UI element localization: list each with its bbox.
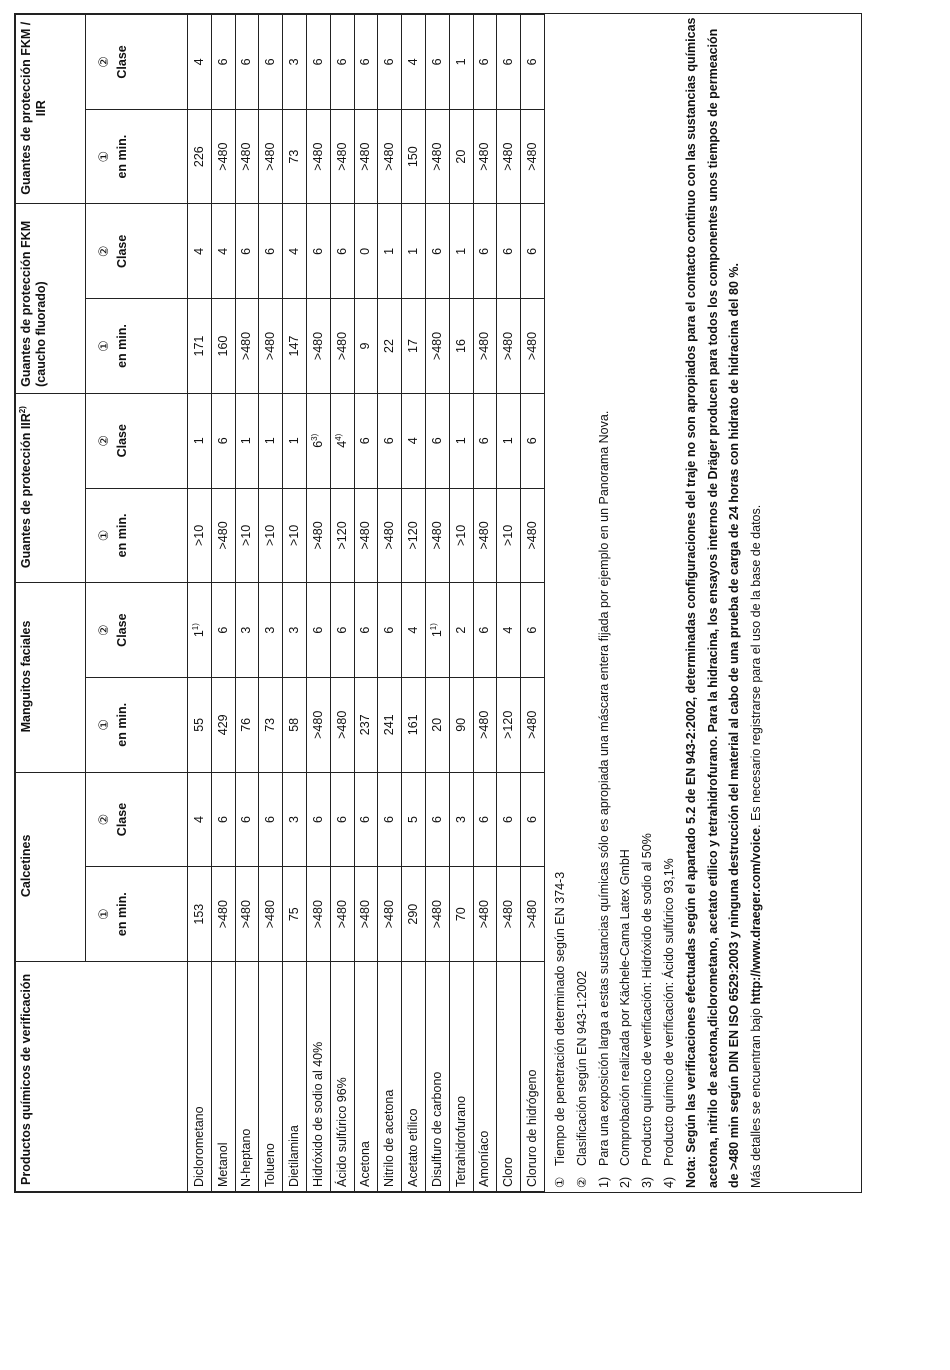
footnotes bbox=[550, 16, 768, 1188]
table-cell: >120 bbox=[402, 488, 426, 583]
subheader-min bbox=[86, 299, 188, 394]
footnote-item: 3)Producto químico de verificación: Hidróxido de sodio al 50% bbox=[640, 833, 655, 1188]
table-cell: 4 bbox=[283, 204, 307, 299]
table-cell: 17 bbox=[402, 299, 426, 394]
subheader-label: Clase bbox=[115, 45, 129, 79]
header-products: Productos químicos de verificación bbox=[16, 962, 188, 1192]
table-cell: 6 bbox=[473, 583, 497, 678]
table-cell: 4 bbox=[402, 393, 426, 488]
table-cell: 9 bbox=[354, 299, 378, 394]
rotated-document-page bbox=[14, 13, 862, 1193]
table-cell: 6 bbox=[330, 772, 354, 867]
circled-two-symbol: ② bbox=[96, 56, 111, 68]
table-cell: 3 bbox=[235, 583, 259, 678]
chemical-name: Hidróxido de sodio al 40% bbox=[306, 962, 330, 1192]
table-cell: >480 bbox=[235, 299, 259, 394]
chemical-name: Nitrilo de acetona bbox=[378, 962, 402, 1192]
table-cell: >480 bbox=[354, 109, 378, 204]
table-cell: >480 bbox=[473, 677, 497, 772]
table-cell: 4 bbox=[188, 772, 212, 867]
nota-paragraph: Nota: Según las verificaciones efectuadas según el apartado 5.2 de EN 943-2:2002, determinadas configuraciones del traje no son apropiados para el contacto continuo con las sustancias químicas acetona, nitrilo de acetona,diclorometano, acetato etílico y tetrahidrofurano. Para la hidracina, los ensayos internos de Dräger producen para todos los componentes unos tiempos de permeación de >480 min según DIN EN ISO 6529:2003 y ninguna destrucción del material al cabo de una prueba de carga de 24 horas con hidrato de hidracina del 80 %. bbox=[683, 17, 742, 1188]
table-cell: 6 bbox=[378, 15, 402, 110]
table-cell: >480 bbox=[330, 109, 354, 204]
circled-two-symbol: ② bbox=[96, 813, 111, 826]
subheader-min bbox=[86, 109, 188, 204]
table-row bbox=[330, 15, 354, 1192]
table-cell: 55 bbox=[188, 677, 212, 772]
table-row bbox=[188, 15, 212, 1192]
table-cell: >10 bbox=[449, 488, 473, 583]
table-cell: 6 bbox=[211, 15, 235, 110]
chemical-name: Ácido sulfúrico 96% bbox=[330, 962, 354, 1192]
subheader-cls bbox=[86, 393, 188, 488]
table-cell: 6 bbox=[354, 583, 378, 678]
chemical-name: Tetrahidrofurano bbox=[449, 962, 473, 1192]
footnote-item: ②Clasificación según EN 943-1:2002 bbox=[574, 970, 589, 1188]
table-cell: >480 bbox=[354, 488, 378, 583]
table-cell: 6 bbox=[521, 583, 545, 678]
circled-one-symbol: ① bbox=[96, 340, 111, 352]
circled-one-symbol: ① bbox=[96, 908, 111, 921]
table-cell: >480 bbox=[473, 299, 497, 394]
details-line: Más detalles se encuentran bajo http://www.draeger.com/voice. Es necesario registrarse para el uso de la base de datos. bbox=[749, 504, 764, 1188]
table-cell: >480 bbox=[425, 299, 449, 394]
table-cell: >480 bbox=[306, 867, 330, 962]
table-cell: 70 bbox=[449, 867, 473, 962]
table-cell: 1 bbox=[497, 393, 521, 488]
table-row bbox=[449, 15, 473, 1192]
table-cell: 58 bbox=[283, 677, 307, 772]
table-cell: >10 bbox=[259, 488, 283, 583]
table-cell: 3 bbox=[259, 583, 283, 678]
table-cell: 160 bbox=[211, 299, 235, 394]
table-cell: 6 bbox=[259, 15, 283, 110]
table-cell: >480 bbox=[306, 109, 330, 204]
table-cell: 6 bbox=[473, 772, 497, 867]
chemical-name: Disulfuro de carbono bbox=[425, 962, 449, 1192]
chemical-name: Metanol bbox=[211, 962, 235, 1192]
subheader-label: en min. bbox=[115, 134, 129, 179]
table-cell: 20 bbox=[425, 677, 449, 772]
table-cell: 6 bbox=[378, 772, 402, 867]
table-cell: 6 bbox=[259, 204, 283, 299]
table-cell: 6 bbox=[354, 393, 378, 488]
table-cell: >480 bbox=[306, 488, 330, 583]
table-cell: 6 bbox=[306, 204, 330, 299]
header-manguitos: Manguitos faciales bbox=[16, 583, 86, 772]
chemical-name: Acetato etílico bbox=[402, 962, 426, 1192]
table-cell: 3 bbox=[283, 15, 307, 110]
table-cell: 22 bbox=[378, 299, 402, 394]
table-cell: >480 bbox=[425, 109, 449, 204]
table-cell: >480 bbox=[211, 109, 235, 204]
footnote-ref: 4) bbox=[333, 433, 343, 441]
table-cell: >480 bbox=[235, 867, 259, 962]
table-cell: 16 bbox=[449, 299, 473, 394]
table-row bbox=[354, 15, 378, 1192]
table-cell: >480 bbox=[306, 677, 330, 772]
table-cell: 6 bbox=[425, 772, 449, 867]
table-cell: 1 bbox=[259, 393, 283, 488]
table-cell: 6 bbox=[521, 15, 545, 110]
table-cell: >480 bbox=[425, 867, 449, 962]
table-cell: 6 bbox=[497, 15, 521, 110]
chemical-name: Cloro bbox=[497, 962, 521, 1192]
table-cell: 6 bbox=[259, 772, 283, 867]
table-cell: >480 bbox=[330, 867, 354, 962]
table-cell: 5 bbox=[402, 772, 426, 867]
table-cell: >480 bbox=[235, 109, 259, 204]
table-cell: 6 bbox=[473, 15, 497, 110]
footnote-ref: 1) bbox=[190, 623, 200, 631]
chemical-name: Tolueno bbox=[259, 962, 283, 1192]
table-cell: >480 bbox=[259, 109, 283, 204]
table-cell: 1 bbox=[188, 393, 212, 488]
table-cell: 1 bbox=[235, 393, 259, 488]
table-cell: 147 bbox=[283, 299, 307, 394]
table-cell: >480 bbox=[211, 867, 235, 962]
header-guantes-fkm: Guantes de protección FKM (caucho fluorado) bbox=[16, 204, 86, 393]
table-cell: 6$^{3)}$ bbox=[306, 393, 330, 488]
table-cell: 6 bbox=[378, 583, 402, 678]
table-cell: 1 bbox=[283, 393, 307, 488]
chemical-name: N-heptano bbox=[235, 962, 259, 1192]
chemical-name: Acetona bbox=[354, 962, 378, 1192]
table-cell: 4 bbox=[497, 583, 521, 678]
table-cell: 73 bbox=[283, 109, 307, 204]
table-cell: 0 bbox=[354, 204, 378, 299]
table-cell: 1$^{1)}$ bbox=[425, 583, 449, 678]
table-cell: 150 bbox=[402, 109, 426, 204]
subheader-label: Clase bbox=[115, 424, 129, 458]
table-row bbox=[259, 15, 283, 1192]
table-cell: 6 bbox=[354, 15, 378, 110]
table-cell: 1$^{1)}$ bbox=[188, 583, 212, 678]
subheader-label: en min. bbox=[115, 702, 129, 747]
table-cell: >480 bbox=[354, 867, 378, 962]
table-cell: 1 bbox=[402, 204, 426, 299]
subheader-label: Clase bbox=[115, 234, 129, 269]
footnote-item: ①Tiempo de penetración determinado según EN 374-3 bbox=[553, 871, 567, 1188]
table-cell: >480 bbox=[473, 867, 497, 962]
table-cell: 4 bbox=[402, 15, 426, 110]
footnote-item: 2)Comprobación realizada por Kächele-Cama Latex GmbH bbox=[618, 849, 633, 1188]
table-cell: >480 bbox=[521, 677, 545, 772]
table-cell: 161 bbox=[402, 677, 426, 772]
table-cell: 4 bbox=[188, 15, 212, 110]
subheader-label: Clase bbox=[115, 613, 129, 647]
table-cell: >480 bbox=[425, 488, 449, 583]
table-cell: 6 bbox=[521, 772, 545, 867]
table-cell: 153 bbox=[188, 867, 212, 962]
table-cell: 6 bbox=[330, 15, 354, 110]
table-cell: 6 bbox=[425, 393, 449, 488]
table-cell: 241 bbox=[378, 677, 402, 772]
table-cell: >480 bbox=[378, 109, 402, 204]
table-row bbox=[497, 15, 521, 1192]
table-cell: 6 bbox=[354, 772, 378, 867]
table-cell: >480 bbox=[521, 867, 545, 962]
subheader-min bbox=[86, 867, 188, 962]
table-cell: 3 bbox=[449, 772, 473, 867]
table-cell: >480 bbox=[473, 488, 497, 583]
table-cell: 6 bbox=[235, 772, 259, 867]
table-row bbox=[521, 15, 545, 1192]
table-cell: 6 bbox=[211, 772, 235, 867]
circled-two-symbol: ② bbox=[96, 624, 111, 636]
table-cell: 290 bbox=[402, 867, 426, 962]
chemical-name: Dietilamina bbox=[283, 962, 307, 1192]
table-cell: >120 bbox=[330, 488, 354, 583]
table-cell: >480 bbox=[330, 677, 354, 772]
table-cell: 1 bbox=[449, 393, 473, 488]
table-body bbox=[188, 15, 545, 1192]
table-cell: 6 bbox=[473, 393, 497, 488]
table-cell: >480 bbox=[521, 488, 545, 583]
footnote-list bbox=[550, 16, 681, 1188]
table-cell: 1 bbox=[449, 204, 473, 299]
table-cell: 4 bbox=[188, 204, 212, 299]
table-cell: 6 bbox=[306, 583, 330, 678]
table-cell: >480 bbox=[497, 299, 521, 394]
header-guantes-fkm-iir: Guantes de protección FKM / IIR bbox=[16, 15, 86, 205]
table-cell: 6 bbox=[425, 15, 449, 110]
subheader-min bbox=[86, 677, 188, 772]
table-row bbox=[283, 15, 307, 1192]
table-cell: 226 bbox=[188, 109, 212, 204]
table-cell: 76 bbox=[235, 677, 259, 772]
subheader-cls bbox=[86, 772, 188, 867]
table-cell: >480 bbox=[521, 109, 545, 204]
subheader-label: en min. bbox=[115, 324, 129, 368]
footnote-ref: 1) bbox=[428, 623, 438, 631]
subheader-cls bbox=[86, 583, 188, 678]
subheader-label: Clase bbox=[115, 802, 129, 837]
subheader-min bbox=[86, 488, 188, 583]
table-row bbox=[425, 15, 449, 1192]
table-cell: >10 bbox=[235, 488, 259, 583]
table-cell: >480 bbox=[473, 109, 497, 204]
table-cell: 6 bbox=[521, 393, 545, 488]
table-cell: 6 bbox=[425, 204, 449, 299]
table-cell: >480 bbox=[378, 488, 402, 583]
table-cell: 6 bbox=[235, 15, 259, 110]
table-cell: 6 bbox=[211, 393, 235, 488]
table-cell: 6 bbox=[211, 583, 235, 678]
table-cell: 75 bbox=[283, 867, 307, 962]
circled-two-symbol: ② bbox=[96, 434, 111, 447]
table-cell: 429 bbox=[211, 677, 235, 772]
table-cell: >480 bbox=[497, 109, 521, 204]
table-cell: 6 bbox=[330, 204, 354, 299]
table-row bbox=[211, 15, 235, 1192]
table-cell: 237 bbox=[354, 677, 378, 772]
circled-one-symbol: ① bbox=[96, 718, 111, 731]
table-cell: 73 bbox=[259, 677, 283, 772]
table-row bbox=[402, 15, 426, 1192]
table-cell: >480 bbox=[211, 488, 235, 583]
table-cell: >480 bbox=[497, 867, 521, 962]
table-cell: >10 bbox=[497, 488, 521, 583]
subheader-cls bbox=[86, 15, 188, 110]
table-cell: >10 bbox=[188, 488, 212, 583]
chemical-name: Amoníaco bbox=[473, 962, 497, 1192]
table-cell: 6 bbox=[330, 583, 354, 678]
table-cell: 3 bbox=[283, 772, 307, 867]
table-cell: 2 bbox=[449, 583, 473, 678]
subheader-label: en min. bbox=[115, 892, 129, 937]
table-cell: 6 bbox=[521, 204, 545, 299]
table-cell: 6 bbox=[235, 204, 259, 299]
chemical-name: Cloruro de hidrógeno bbox=[521, 962, 545, 1192]
chemical-resistance-table bbox=[15, 14, 545, 1192]
table-row bbox=[306, 15, 330, 1192]
table-cell: >480 bbox=[330, 299, 354, 394]
table-cell: 6 bbox=[306, 15, 330, 110]
subheader-cls bbox=[86, 204, 188, 299]
table-cell: >10 bbox=[283, 488, 307, 583]
header-calcetines: Calcetines bbox=[16, 772, 86, 961]
table-cell: 6 bbox=[497, 204, 521, 299]
table-cell: >480 bbox=[521, 299, 545, 394]
table-cell: >480 bbox=[259, 299, 283, 394]
footnote-item: 4)Producto químico de verificación: Ácido sulfúrico 93,1% bbox=[661, 858, 676, 1188]
table-cell: 6 bbox=[473, 204, 497, 299]
table-cell: 6 bbox=[306, 772, 330, 867]
chemical-name: Diclorometano bbox=[188, 962, 212, 1192]
subheader-label: en min. bbox=[115, 513, 129, 558]
footnote-item: 1)Para una exposición larga a estas sustancias químicas sólo es apropiada una máscara entera fijada por ejemplo en un Panorama Nova. bbox=[596, 410, 611, 1188]
table-cell: 4 bbox=[211, 204, 235, 299]
table-cell: 6 bbox=[378, 393, 402, 488]
table-cell: 3 bbox=[283, 583, 307, 678]
table-cell: >480 bbox=[259, 867, 283, 962]
table-cell: 6 bbox=[497, 772, 521, 867]
table-cell: 4$^{4)}$ bbox=[330, 393, 354, 488]
footnote-ref: 3) bbox=[309, 433, 319, 441]
table-cell: 90 bbox=[449, 677, 473, 772]
header-guantes-iir: Guantes de protección IIR$^{2)}$ bbox=[16, 393, 86, 582]
circled-two-symbol: ② bbox=[96, 245, 111, 258]
table-cell: 20 bbox=[449, 109, 473, 204]
table-cell: >480 bbox=[306, 299, 330, 394]
table-cell: 1 bbox=[378, 204, 402, 299]
circled-one-symbol: ① bbox=[96, 150, 111, 163]
details-link[interactable]: http://www.draeger.com/voice bbox=[749, 827, 764, 1005]
circled-one-symbol: ① bbox=[96, 529, 111, 542]
table-cell: >120 bbox=[497, 677, 521, 772]
table-cell: 171 bbox=[188, 299, 212, 394]
table-row bbox=[473, 15, 497, 1192]
table-cell: >480 bbox=[378, 867, 402, 962]
table-row bbox=[378, 15, 402, 1192]
table-cell: 1 bbox=[449, 15, 473, 110]
table-row bbox=[235, 15, 259, 1192]
table-cell: 4 bbox=[402, 583, 426, 678]
